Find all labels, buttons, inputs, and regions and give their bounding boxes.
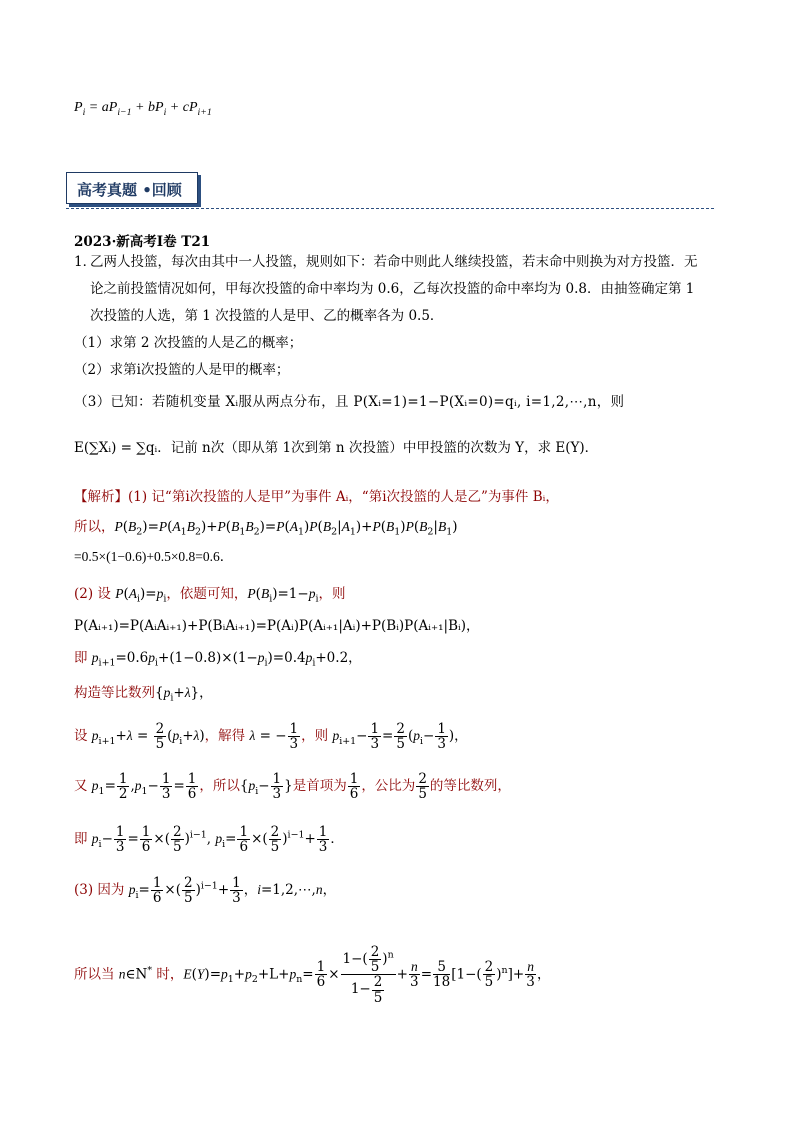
- problem-line-2: 论之前投篮情况如何，甲每次投篮的命中率均为 0.6，乙每次投篮的命中率均为 0.8．由抽签确定第 1: [90, 281, 695, 297]
- question-3-part-a: （3）已知：若随机变量 Xᵢ服从两点分布，且 P(Xᵢ=1)=1−P(Xᵢ=0)=qᵢ, i=1,2,⋯,n，则: [74, 394, 625, 410]
- solution-line-2: 所以，$P(B_2)=P(A_1B_2)+P(B_1B_2)=P(A_1)P(B_2|A_1)+P(B_1)P(B_2|B_1)$: [74, 519, 458, 538]
- solution-line-10: 即 $p_i-$ $\frac{1}{3}$ = $\frac{1}{6}$ ×( $\frac{2}{5}$ )$^{i-1}$, $p_i=$ $\frac{1}{6}$ ×( $\frac{2}{5}$ )$^{i-1}$+ $\frac{1}{3}$ ．: [74, 824, 344, 856]
- solution-line-4: (2) 设 $P(A_i)=p_i$，依题可知，$P(B_i)=1-p_i$，则: [74, 586, 346, 605]
- solution-line-11: (3) 因为 $p_i=$ $\frac{1}{6}$ ×( $\frac{2}{5}$ )$^{i-1}$+ $\frac{1}{3}$ ，i=1,2,⋯,n，: [74, 875, 337, 907]
- problem-line-1: 乙两人投篮，每次由其中一人投篮，规则如下：若命中则此人继续投篮，若末命中则换为对方投篮．无: [90, 254, 698, 270]
- question-1: （1）求第 2 次投篮的人是乙的概率；: [74, 335, 303, 351]
- solution-line-8: 设 $p_{i+1}+\lambda$ = $\frac{2}{5}$ $(p_i+\lambda)$，解得 λ = − $\frac{1}{3}$ ，则 $p_{i+1}-$ $\frac{1}{3}$ = $\frac{2}{5}$ ($p_i-$ $\frac{1}{3}$ )，: [74, 721, 468, 753]
- problem-source: 2023·新高考Ⅰ卷 T21: [74, 234, 211, 250]
- solution-line-5: P(Aᵢ₊₁)=P(AᵢAᵢ₊₁)+P(BᵢAᵢ₊₁)=P(Aᵢ)P(Aᵢ₊₁|Aᵢ)+P(Bᵢ)P(Aᵢ₊₁|Bᵢ)，: [74, 618, 480, 634]
- question-3-part-b: E(∑Xᵢ) = ∑qᵢ．记前 n次（即从第 1次到第 n 次投篮）中甲投篮的次数为 Y，求 E(Y)．: [74, 440, 599, 456]
- problem-number: 1．: [74, 254, 97, 270]
- top-formula: $P_i = aP_{i-1} + bP_i + cP_{i+1}$: [74, 100, 212, 118]
- solution-line-3: =0.5×(1−0.6)+0.5×0.8=0.6．: [74, 549, 234, 564]
- section-divider: [66, 208, 714, 209]
- solution-line-9: 又 $p_1=$ $\frac{1}{2}$ $,p_1-$ $\frac{1}{3}$ = $\frac{1}{6}$ ，所以{$p_i-$ $\frac{1}{3}$ }是首项为 $\frac{1}{6}$ ，公比为 $\frac{2}{5}$ 的等比数列，: [74, 771, 511, 803]
- solution-line-7: 构造等比数列$\{p_i+\lambda\}$，: [74, 685, 213, 704]
- solution-line-1: 【解析】(1) 记“第i次投篮的人是甲”为事件 Aᵢ，“第i次投篮的人是乙”为事件 Bᵢ，: [74, 489, 559, 505]
- solution-line-12: 所以当 n∈N* 时，$E(Y)=p_1+p_2+L+p_n=$ $\frac{1}{6}$ × 1−( $\frac{2}{5}$ )$^n$ 1− $\frac{2}{5}$ + $\frac{n}{3}$ = $\frac{5}{18}$ [1−( $\frac{2}{5}$ )$^n$]+ $\frac{n}{3}$ ，: [74, 944, 551, 1006]
- section-header: 高考真题 •回顾: [66, 172, 198, 204]
- solution-line-6: 即 $p_{i+1}=0.6p_i+(1-0.8)\times(1-p_i)=0.4p_i+0.2$，: [74, 650, 362, 669]
- problem-line-3: 次投篮的人选，第 1 次投篮的人是甲、乙的概率各为 0.5．: [90, 308, 444, 324]
- question-2: （2）求第i次投篮的人是甲的概率；: [74, 362, 290, 378]
